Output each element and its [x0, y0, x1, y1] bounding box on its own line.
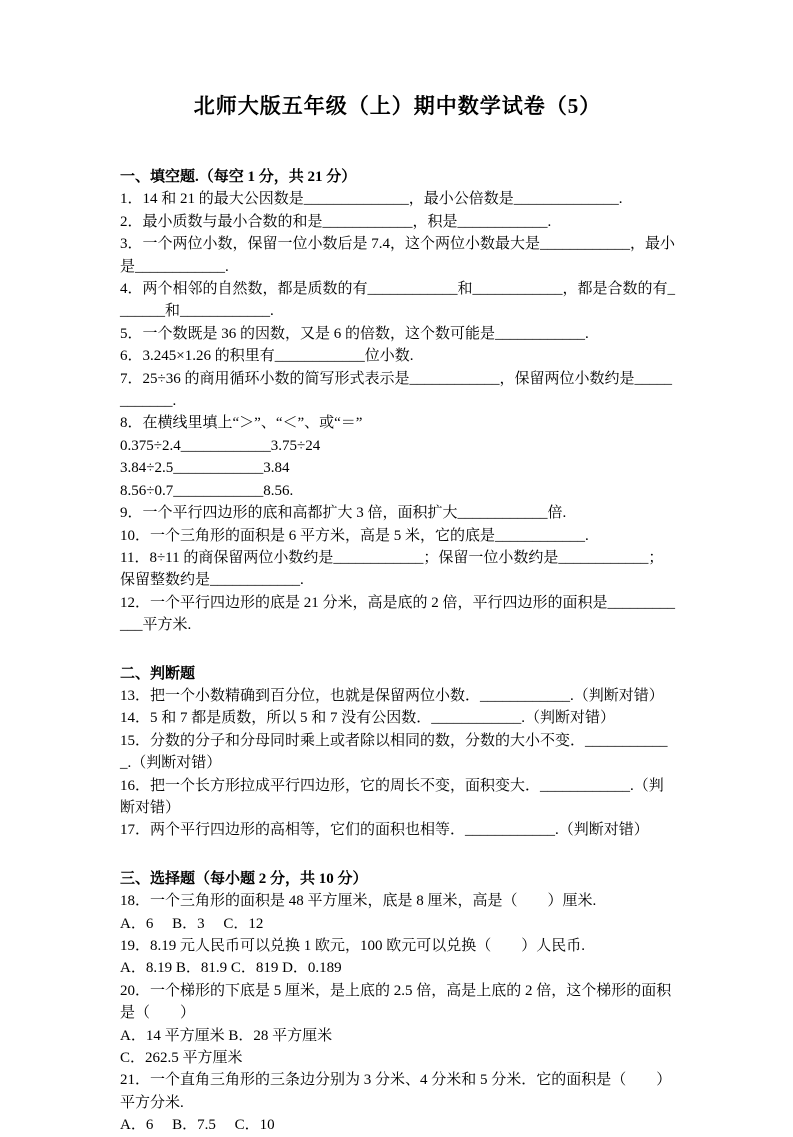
question-line: 7．25÷36 的商用循环小数的简写形式表示是____________，保留两位小数约是____________.	[120, 370, 672, 410]
question-line: 3．一个两位小数，保留一位小数后是 7.4，这个两位小数最大是____________，最小是____________.	[120, 236, 676, 275]
question-line: 10．一个三角形的面积是 6 平方米，高是 5 米，它的底是____________.	[120, 527, 589, 544]
exam-section	[120, 166, 675, 637]
question-line: 4．两个相邻的自然数，都是质数的有____________和____________，都是合数的有_______和____________.	[120, 281, 676, 320]
question-line: 13．把一个小数精确到百分位，也就是保留两位小数．____________.（判断对错）	[120, 687, 664, 704]
question-line: C．262.5 平方厘米	[120, 1050, 243, 1067]
question-line: 11．8÷11 的商保留两位小数约是____________；保留一位小数约是____________；保留整数约是____________.	[120, 549, 664, 589]
question-line: 2．最小质数与最小合数的和是____________，积是____________.	[120, 213, 552, 230]
question-line: 0.375÷2.4____________3.75÷24	[120, 437, 321, 454]
question-line: 5．一个数既是 36 的因数，又是 6 的倍数，这个数可能是____________.	[120, 325, 589, 342]
question-line: A．6 B．3 C．12	[120, 915, 264, 932]
page-title: 北师大版五年级（上）期中数学试卷（5）	[193, 94, 602, 118]
question-line: A．8.19 B．81.9 C．819 D．0.189	[120, 960, 342, 977]
question-line: 14．5 和 7 都是质数，所以 5 和 7 没有公因数．____________.（判断对错）	[120, 710, 616, 727]
question-line: A．14 平方厘米 B．28 平方厘米	[120, 1027, 333, 1044]
question-line: 1．14 和 21 的最大公因数是______________，最小公倍数是______________.	[120, 191, 623, 208]
question-line: 20．一个梯形的下底是 5 厘米，是上底的 2.5 倍，高是上底的 2 倍，这个梯形的面积是（ ）	[120, 982, 672, 1022]
question-line: 3.84÷2.5____________3.84	[120, 460, 290, 477]
question-line: 15．分数的分子和分母同时乘上或者除以相同的数，分数的大小不变．____________.（判断对错）	[120, 732, 668, 772]
section-heading: 三、选择题（每小题 2 分，共 10 分）	[120, 870, 368, 887]
question-line: 8.56÷0.7____________8.56.	[120, 482, 294, 499]
question-line: 9．一个平行四边形的底和高都扩大 3 倍，面积扩大____________倍.	[120, 505, 567, 522]
question-line: 6．3.245×1.26 的积里有____________位小数.	[120, 348, 414, 365]
document-body	[120, 166, 675, 1137]
question-line: A．6 B．7.5 C．10	[120, 1117, 275, 1134]
question-line: 8．在横线里填上“＞”、“＜”、或“＝”	[120, 415, 363, 432]
question-line: 12．一个平行四边形的底是 21 分米，高是底的 2 倍，平行四边形的面积是____________平方米.	[120, 594, 676, 634]
question-line: 19．8.19 元人民币可以兑换 1 欧元，100 欧元可以兑换（ ）人民币.	[120, 938, 586, 954]
question-line: 16．把一个长方形拉成平行四边形，它的周长不变，面积变大．____________.（判断对错）	[120, 777, 664, 816]
question-line: 17．两个平行四边形的高相等，它们的面积也相等．____________.（判断对错）	[120, 822, 649, 839]
exam-section	[120, 663, 675, 842]
section-heading: 一、填空题.（每空 1 分，共 21 分）	[120, 169, 357, 185]
section-heading: 二、判断题	[120, 665, 196, 682]
question-line: 21．一个直角三角形的三条边分别为 3 分米、4 分米和 5 分米．它的面积是（ ）平方分米.	[120, 1072, 672, 1111]
exam-section	[120, 868, 675, 1137]
question-line: 18．一个三角形的面积是 48 平方厘米，底是 8 厘米，高是（ ）厘米.	[120, 893, 597, 910]
